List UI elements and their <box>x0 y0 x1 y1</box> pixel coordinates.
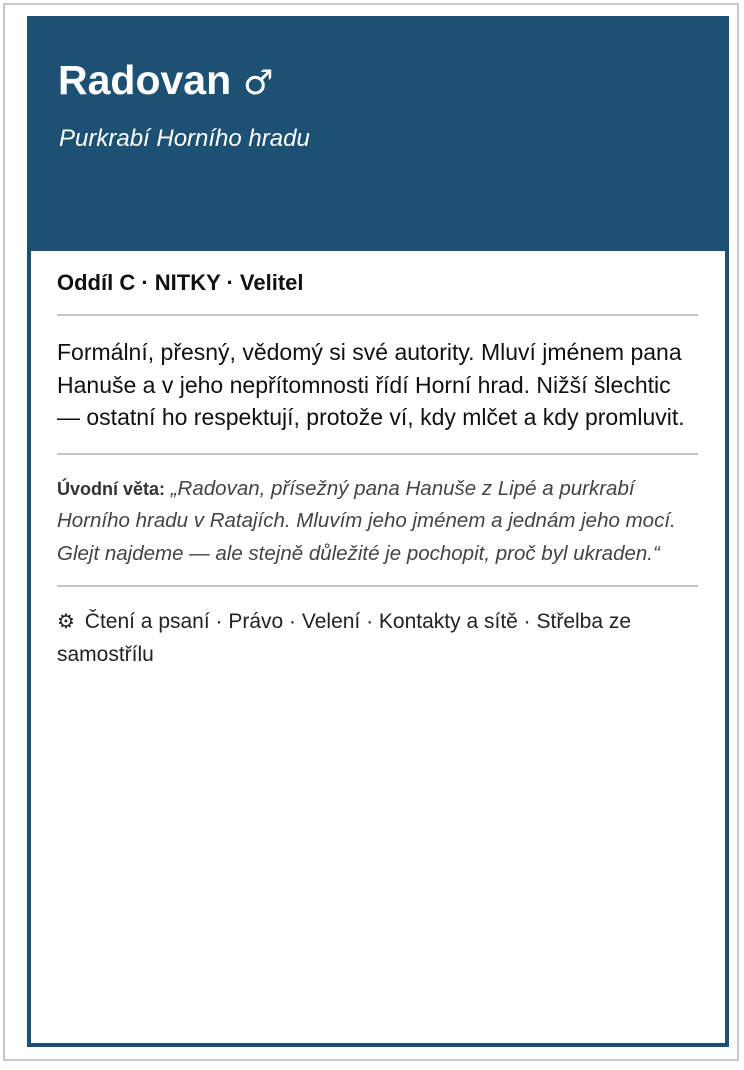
character-name: Radovan <box>58 57 232 103</box>
intro-quote: „Radovan, přísežný pana Hanuše z Lipé a purkrabí Horního hradu v Ratajích. Mluvím jeho jménem a jednám jeho mocí. Glejt najdeme — ale stejně důležité je pochopit, proč byl ukraden.“ <box>57 476 676 565</box>
character-card <box>27 16 729 1047</box>
intro-sentence <box>57 473 698 571</box>
divider <box>57 453 698 455</box>
character-meta: Oddíl C · NITKY · Velitel <box>57 270 304 295</box>
divider <box>57 585 698 587</box>
name-row <box>58 55 274 105</box>
skills-line <box>57 605 698 671</box>
gear-icon: ⚙ <box>57 609 75 633</box>
divider <box>57 314 698 316</box>
card-header <box>31 20 725 251</box>
intro-label: Úvodní věta: <box>57 478 166 499</box>
card-body <box>57 251 698 671</box>
male-symbol-icon: ♂ <box>243 63 274 103</box>
skills-list: Čtení a psaní · Právo · Velení · Kontakty a sítě · Střelba ze samostřílu <box>57 610 632 666</box>
page-frame <box>3 3 739 1061</box>
character-description: Formální, přesný, vědomý si své autority. Mluví jménem pana Hanuše a v jeho nepřítomnosti řídí Horní hrad. Nižší šlechtic — ostatní ho respektují, protože ví, kdy mlčet a kdy promluvit. <box>57 339 685 430</box>
character-role: Purkrabí Horního hradu <box>59 125 310 152</box>
